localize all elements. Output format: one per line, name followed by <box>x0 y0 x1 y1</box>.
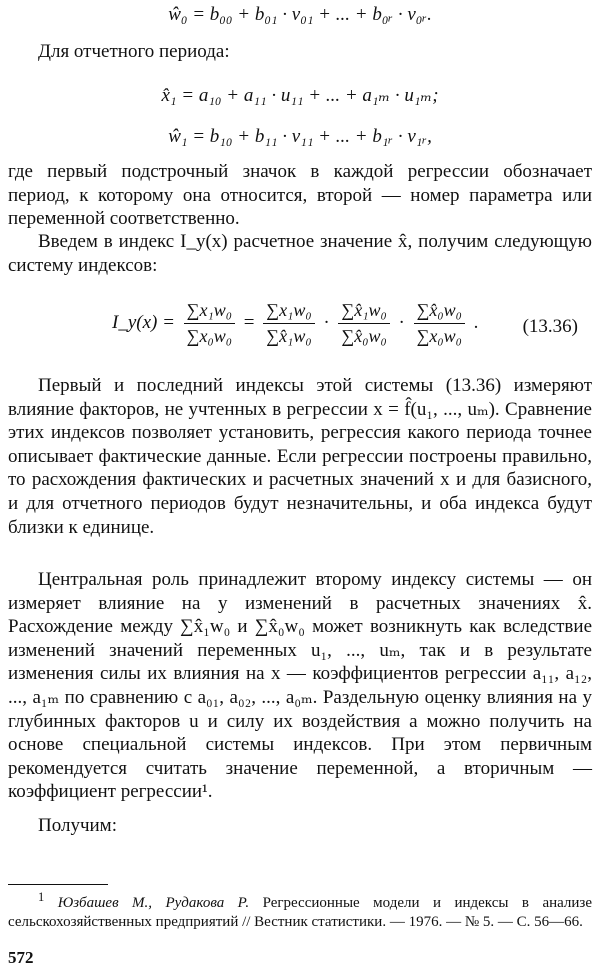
paragraph-first-last-indices: Первый и последний индексы этой системы (13.36) измеряют влияние факторов, не учтенных в регрессии x = f̂(u₁, ..., uₘ). Сравнение этих индексов позволяет установить, регрессия какого периода точнее описывает фактические данные. Если регрессии построены правильно, то расхождения фактических и расчетных значений x и для базисного, и для отчетного периодов будут незначительны, и оба индекса будут близки к единице. <box>8 375 592 538</box>
eq-fraction-3 <box>338 300 389 347</box>
report-period-intro: Для отчетного периода: <box>38 41 230 62</box>
page-number: 572 <box>8 948 34 967</box>
eq-f2-num: ∑x₁w₀ <box>263 300 314 324</box>
eq-dot-1: · <box>323 311 330 333</box>
footnote <box>8 888 592 932</box>
paragraph-central-role: Центральная роль принадлежит второму индексу системы — он измеряет влияние на y изменений в расчетных значениях x̂. Расхождение между ∑x̂₁w₀ и ∑x̂₀w₀ может возникнуть как вследствие изменений значений переменных u₁, ..., uₘ, так и в результате изменения силы их влияния на x — коэффициентов регрессии a₁₁, a₁₂, ..., a₁ₘ по сравнению с a₀₁, a₀₂, ..., a₀ₘ. Раздельную оценку влияния на y глубинных факторов u и силу их воздействия a можно получить на основе специальной системы индексов. При этом первичным рекомендуется считать значение переменной, а вторичным — коэффициент регрессии¹. <box>8 569 592 803</box>
formula-x1-regression: x̂₁ = a₁₀ + a₁₁ · u₁₁ + ... + a₁ₘ · u₁ₘ; <box>161 85 439 106</box>
equation-number: (13.36) <box>522 316 578 337</box>
eq-f1-num: ∑x₁w₀ <box>184 300 235 324</box>
eq-fraction-1 <box>184 300 235 347</box>
paragraph-get: Получим: <box>38 815 117 836</box>
footnote-marker: 1 <box>38 890 45 904</box>
eq-f2-den: ∑x̂₁w₀ <box>266 326 312 346</box>
formula-w1-regression: ŵ₁ = b₁₀ + b₁₁ · v₁₁ + ... + b₁ᵣ · v₁ᵣ, <box>168 126 432 147</box>
eq-f1-den: ∑x₀w₀ <box>186 326 233 346</box>
eq-fraction-4 <box>414 300 465 347</box>
eq-f3-den: ∑x̂₀w₀ <box>341 326 387 346</box>
eq-dot-2: · <box>398 311 405 333</box>
eq-f3-num: ∑x̂₁w₀ <box>338 300 389 324</box>
paragraph-index-intro: Введем в индекс I_y(x) расчетное значение x̂, получим следующую систему индексов: <box>8 231 592 276</box>
footnote-authors: Юзбашев М., Рудакова Р. <box>57 895 250 911</box>
eq-fraction-2 <box>263 300 314 347</box>
eq-f4-den: ∑x₀w₀ <box>416 326 462 346</box>
formula-w0-regression: ŵ₀ = b₀₀ + b₀₁ · v₀₁ + ... + b₀ᵣ · v₀ᵣ. <box>168 4 432 25</box>
eq-equals: = <box>243 311 255 333</box>
equation-13-36 <box>112 300 532 347</box>
footnote-divider <box>8 884 108 885</box>
eq-period: . <box>473 311 479 333</box>
eq-lhs: I_y(x) = <box>112 311 175 333</box>
eq-f4-num: ∑x̂₀w₀ <box>414 300 465 324</box>
paragraph-subscript-explanation: где первый подстрочный значок в каждой регрессии обозначает период, к которому она относится, второй — номер параметра или переменной соответственно. <box>8 161 592 230</box>
footnote-text: Регрессионные модели и индексы в анализе сельскохозяйственных предприятий // Вестник статистики. — 1976. — № 5. — С. 56—66. <box>8 895 593 930</box>
